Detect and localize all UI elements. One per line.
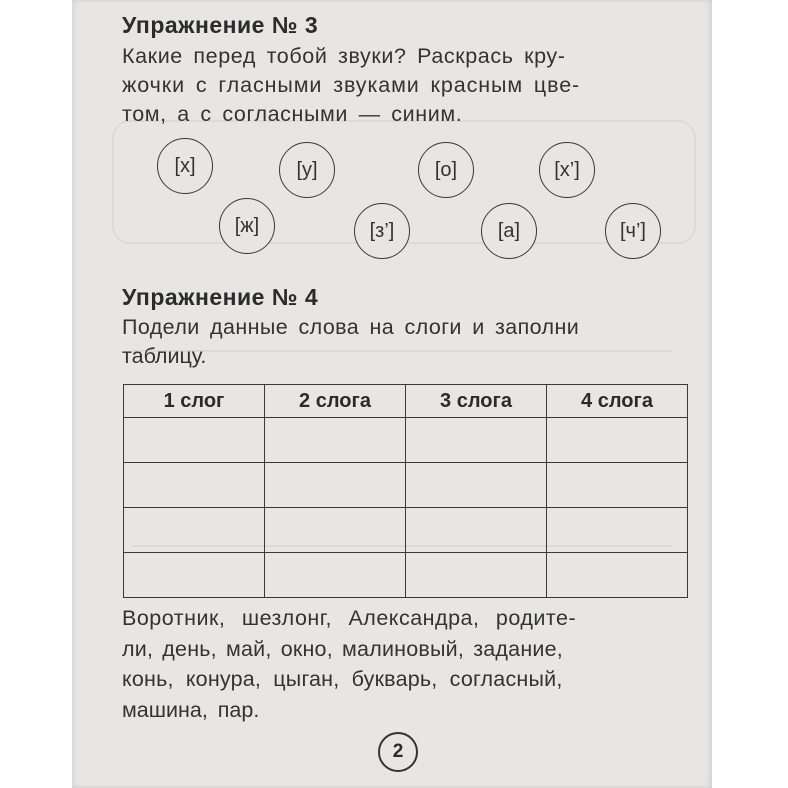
word-list (122, 603, 692, 725)
column-header-1-syllable: 1 слог (124, 385, 265, 418)
instruction-line: Подели данные слова на слоги и заполни (122, 315, 580, 339)
instruction-line: таблицу. (122, 344, 207, 368)
sound-label: [ж] (234, 214, 260, 237)
sound-label: [о] (434, 158, 458, 181)
sound-label: [з’] (369, 219, 395, 242)
syllable-table (123, 384, 688, 598)
table-row (124, 463, 688, 508)
word-list-line: ли, день, май, окно, малиновый, задание, (122, 636, 563, 661)
instruction-line: жочки с гласными звуками красным цве- (122, 73, 581, 97)
sound-circle[interactable] (219, 198, 275, 254)
instruction-line: том, а с согласными — синим. (122, 102, 463, 126)
table-cell[interactable] (406, 553, 547, 598)
column-header-2-syllables: 2 слога (265, 385, 406, 418)
sound-label: [х] (174, 154, 196, 177)
sound-label: [у] (296, 158, 318, 181)
table-row (124, 553, 688, 598)
sound-label: [ч’] (620, 219, 646, 242)
table-cell[interactable] (547, 553, 688, 598)
table-header-row (124, 385, 688, 418)
word-list-line: конь, конура, цыган, букварь, согласный, (122, 667, 563, 691)
sound-circle[interactable] (605, 203, 661, 259)
table-cell[interactable] (406, 508, 547, 553)
table-cell[interactable] (124, 508, 265, 553)
table-cell[interactable] (547, 463, 688, 508)
table-cell[interactable] (124, 553, 265, 598)
column-header-4-syllables: 4 слога (547, 385, 688, 418)
instruction-line: Какие перед тобой звуки? Раскрась кру- (122, 44, 566, 68)
page-number: 2 (392, 741, 404, 762)
sound-circle[interactable] (418, 142, 474, 198)
table-cell[interactable] (547, 418, 688, 463)
table-row (124, 418, 688, 463)
table-cell[interactable] (406, 418, 547, 463)
page-number-badge (378, 732, 418, 772)
table-cell[interactable] (124, 418, 265, 463)
exercise-3-instructions (122, 42, 692, 129)
table-cell[interactable] (265, 508, 406, 553)
exercise-4-instructions (122, 313, 692, 371)
table-cell[interactable] (124, 463, 265, 508)
table-cell[interactable] (406, 463, 547, 508)
table-cell[interactable] (265, 553, 406, 598)
sound-circle[interactable] (539, 142, 595, 198)
exercise-3-title: Упражнение № 3 (122, 12, 319, 38)
word-list-line: машина, пар. (122, 697, 260, 722)
sound-circle[interactable] (157, 138, 213, 194)
sound-label: [а] (497, 219, 521, 242)
sound-circle[interactable] (279, 142, 335, 198)
table-cell[interactable] (547, 508, 688, 553)
word-list-line: Воротник, шезлонг, Александра, родите- (122, 606, 577, 630)
table-cell[interactable] (265, 463, 406, 508)
table-row (124, 508, 688, 553)
sound-circle[interactable] (354, 203, 410, 259)
sound-circle[interactable] (481, 203, 537, 259)
sound-label: [х’] (554, 158, 580, 181)
column-header-3-syllables: 3 слога (406, 385, 547, 418)
exercise-4-title: Упражнение № 4 (122, 284, 319, 310)
table-cell[interactable] (265, 418, 406, 463)
